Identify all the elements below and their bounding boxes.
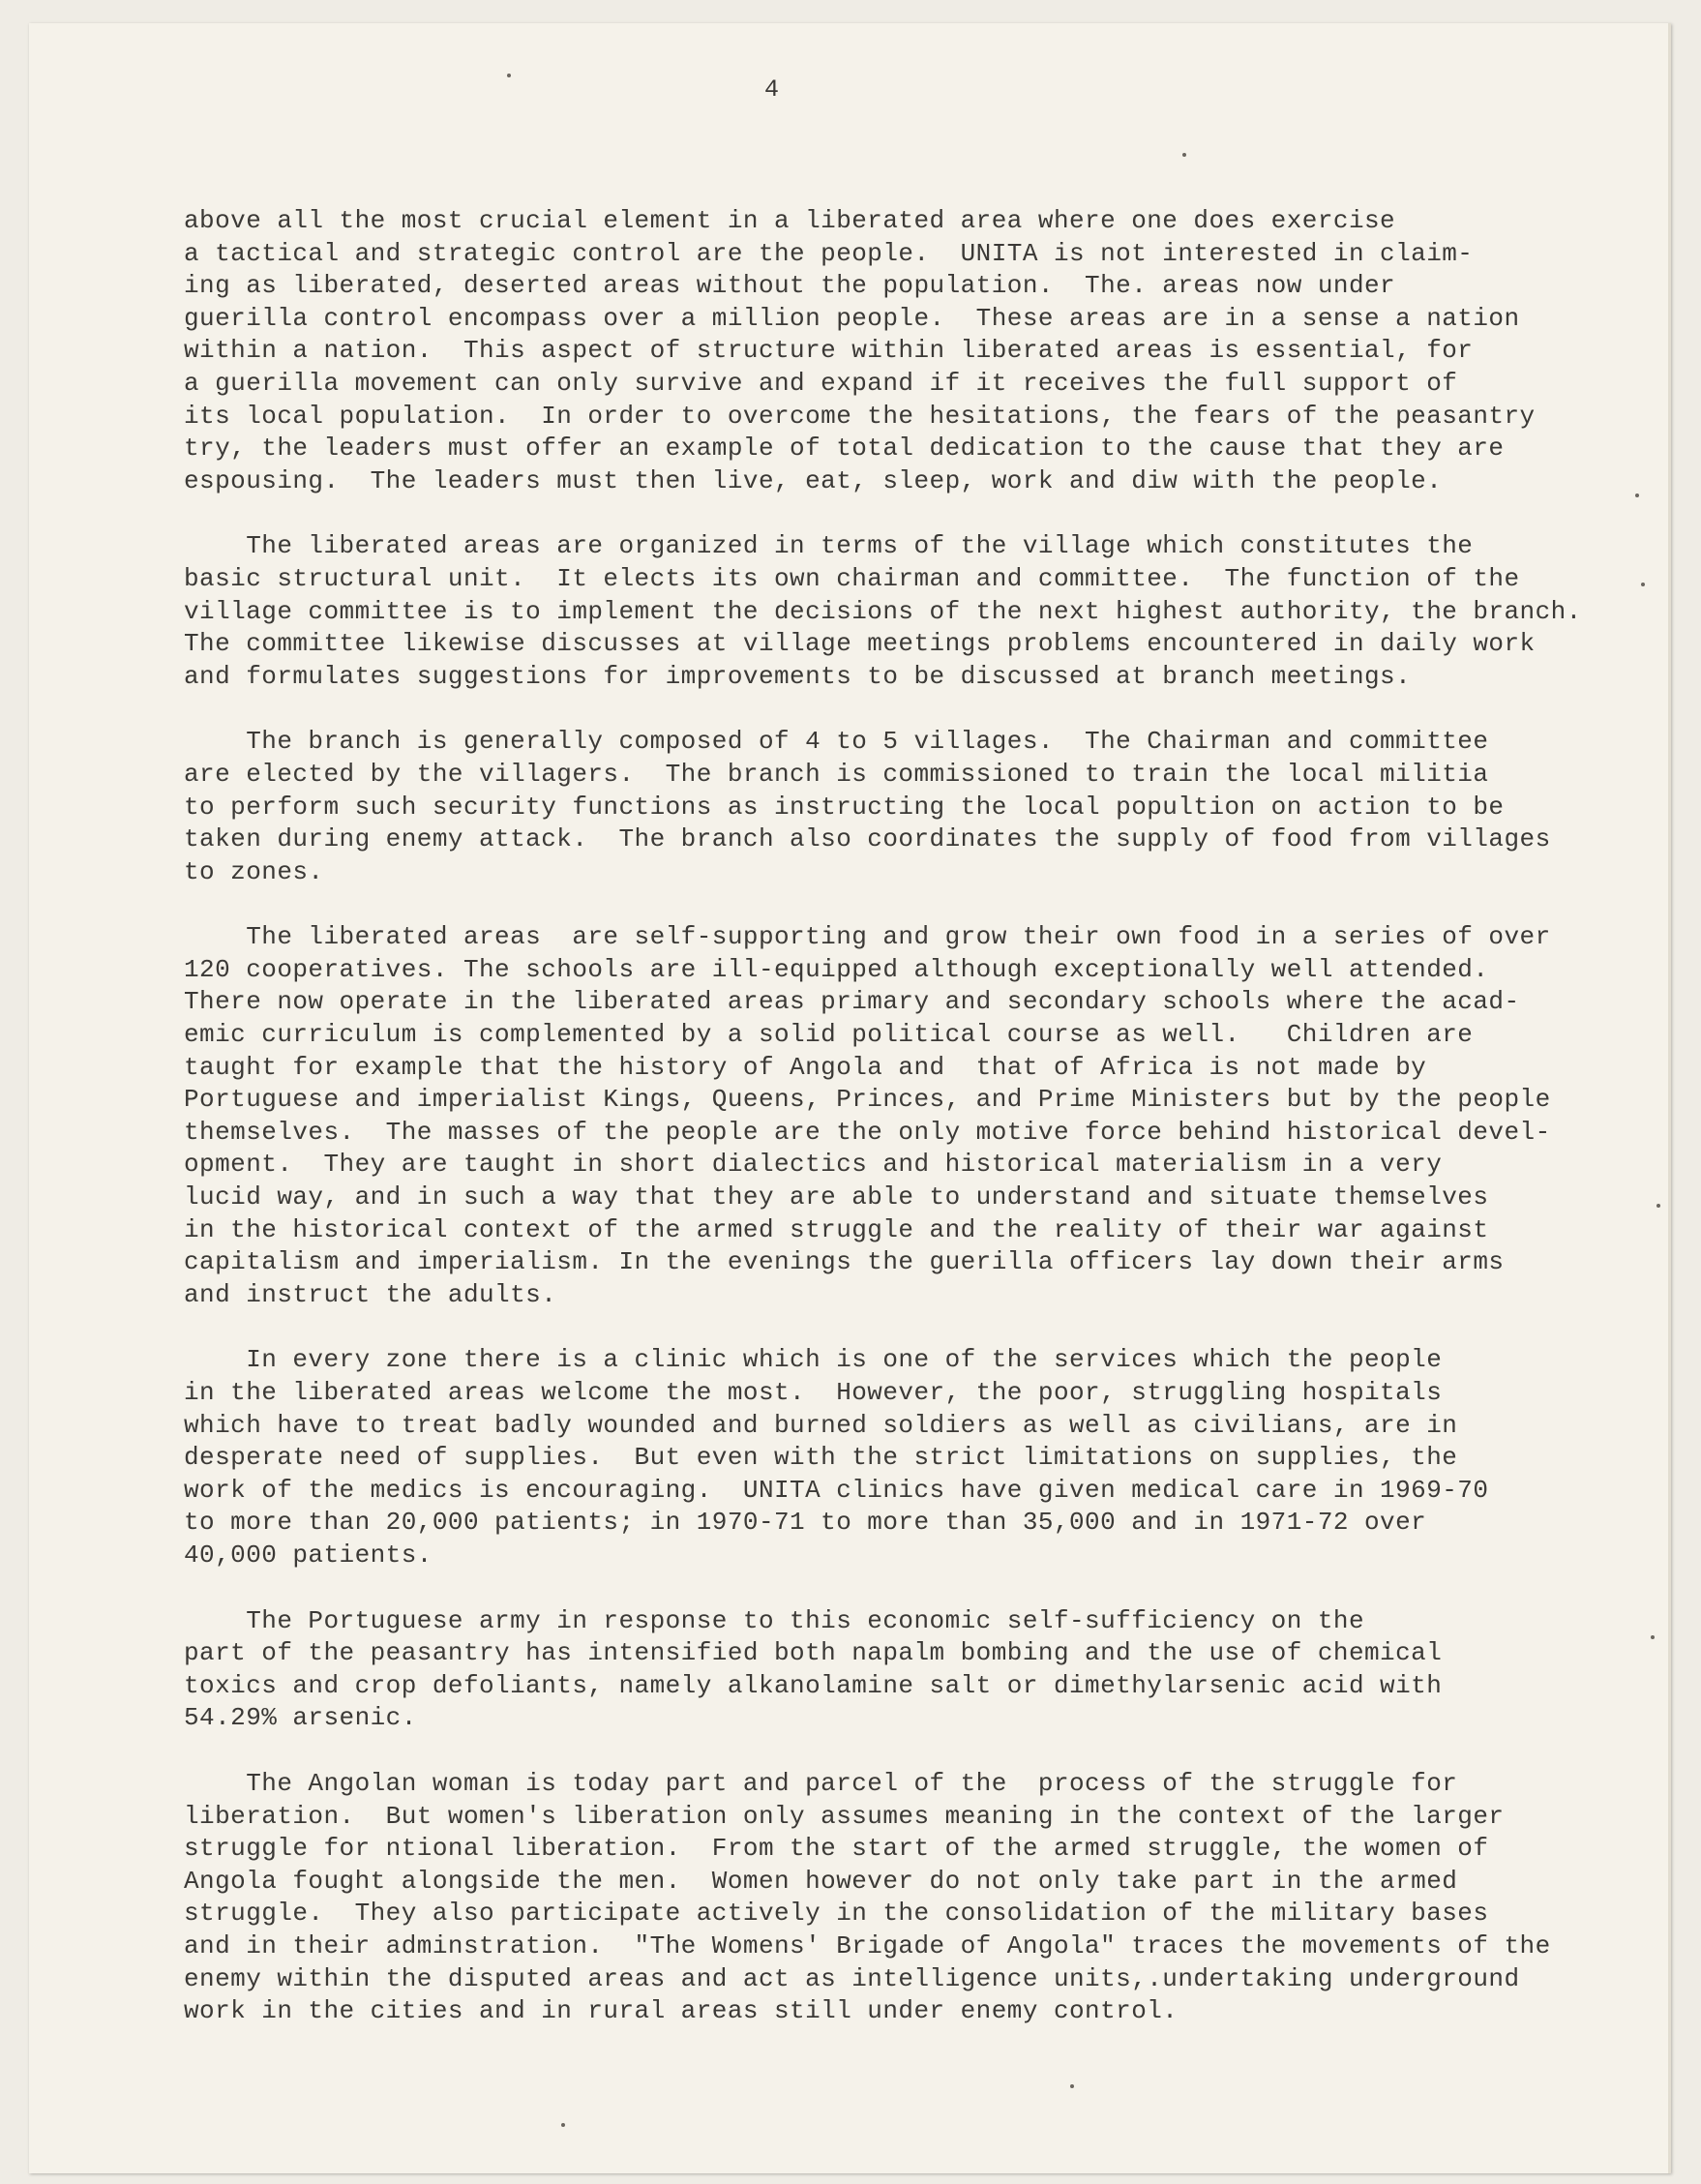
text-line: Portuguese and imperialist Kings, Queens, Princes, and Prime Ministers but by the people — [184, 1085, 1551, 1115]
text-line: work of the medics is encouraging. UNITA clinics have given medical care in 1969-70 — [184, 1475, 1489, 1505]
paper-speck — [507, 74, 511, 77]
paper-speck — [1635, 494, 1639, 497]
body-text — [184, 205, 1655, 2061]
text-line: The branch is generally composed of 4 to 5 villages. The Chairman and committee — [184, 727, 1489, 757]
paper-speck — [1641, 583, 1645, 586]
paragraph-2 — [184, 530, 1655, 693]
text-line: The liberated areas are self-supporting and grow their own food in a series of over — [184, 922, 1551, 952]
text-line: 40,000 patients. — [184, 1540, 433, 1570]
paragraph-4 — [184, 921, 1655, 1311]
text-line: opment. They are taught in short dialectics and historical materialism in a very — [184, 1150, 1443, 1180]
text-line: and instruct the adults. — [184, 1279, 557, 1309]
text-line: enemy within the disputed areas and act as intelligence units,.undertaking underground — [184, 1963, 1520, 1993]
text-line: themselves. The masses of the people are the only motive force behind historical devel- — [184, 1117, 1551, 1147]
paragraph-3 — [184, 726, 1655, 888]
paragraph-7 — [184, 1768, 1655, 2028]
page-number: 4 — [764, 75, 780, 104]
text-line: There now operate in the liberated areas primary and secondary schools where the acad- — [184, 987, 1520, 1017]
text-line: taught for example that the history of Angola and that of Africa is not made by — [184, 1052, 1427, 1082]
text-line: a tactical and strategic control are the people. UNITA is not interested in claim- — [184, 238, 1474, 268]
text-line: to zones. — [184, 856, 324, 886]
paper-speck — [1070, 2084, 1074, 2088]
text-line: In every zone there is a clinic which is one of the services which the people — [184, 1345, 1443, 1375]
paragraph-6 — [184, 1605, 1655, 1735]
paragraph-1 — [184, 205, 1655, 497]
text-line: and formulates suggestions for improvements to be discussed at branch meetings. — [184, 661, 1412, 691]
text-line: The Angolan woman is today part and parcel of the process of the struggle for — [184, 1768, 1458, 1798]
text-line: work in the cities and in rural areas still under enemy control. — [184, 1996, 1179, 2026]
text-line: try, the leaders must offer an example of total dedication to the cause that they are — [184, 434, 1505, 464]
text-line: to perform such security functions as instructing the local popultion on action to be — [184, 792, 1505, 822]
text-line: which have to treat badly wounded and burned soldiers as well as civilians, are in — [184, 1410, 1458, 1440]
text-line: The Portuguese army in response to this economic self-sufficiency on the — [184, 1605, 1364, 1635]
text-line: guerilla control encompass over a million people. These areas are in a sense a nation — [184, 303, 1520, 333]
text-line: village committee is to implement the decisions of the next highest authority, the branch. — [184, 596, 1582, 626]
paper-speck — [1182, 153, 1186, 157]
paper-speck — [1651, 1635, 1655, 1639]
text-line: above all the most crucial element in a liberated area where one does exercise — [184, 206, 1396, 235]
text-line: desperate need of supplies. But even with the strict limitations on supplies, the — [184, 1443, 1458, 1473]
text-line: toxics and crop defoliants, namely alkanolamine salt or dimethylarsenic acid with — [184, 1670, 1443, 1700]
text-line: struggle for ntional liberation. From the start of the armed struggle, the women of — [184, 1834, 1489, 1864]
text-line: The liberated areas are organized in terms of the village which constitutes the — [184, 531, 1474, 561]
text-line: part of the peasantry has intensified both napalm bombing and the use of chemical — [184, 1638, 1443, 1668]
text-line: taken during enemy attack. The branch also coordinates the supply of food from villages — [184, 824, 1551, 854]
text-line: liberation. But women's liberation only assumes meaning in the context of the larger — [184, 1801, 1505, 1831]
text-line: its local population. In order to overcome the hesitations, the fears of the peasantry — [184, 401, 1536, 431]
text-line: lucid way, and in such a way that they are able to understand and situate themselves — [184, 1182, 1489, 1212]
text-line: Angola fought alongside the men. Women however do not only take part in the armed — [184, 1866, 1458, 1896]
text-line: a guerilla movement can only survive and expand if it receives the full support of — [184, 368, 1458, 398]
text-line: 120 cooperatives. The schools are ill-equipped although exceptionally well attended. — [184, 954, 1489, 984]
paragraph-5 — [184, 1344, 1655, 1571]
text-line: emic curriculum is complemented by a solid political course as well. Children are — [184, 1020, 1474, 1050]
paper-speck — [1656, 1204, 1660, 1208]
text-line: 54.29% arsenic. — [184, 1703, 417, 1733]
text-line: in the liberated areas welcome the most. However, the poor, struggling hospitals — [184, 1378, 1443, 1407]
text-line: are elected by the villagers. The branch is commissioned to train the local militia — [184, 759, 1489, 789]
text-line: basic structural unit. It elects its own chairman and committee. The function of the — [184, 563, 1520, 593]
text-line: to more than 20,000 patients; in 1970-71 to more than 35,000 and in 1971-72 over — [184, 1508, 1427, 1538]
text-line: ing as liberated, deserted areas without the population. The. areas now under — [184, 271, 1396, 301]
paper-speck — [561, 2123, 565, 2127]
text-line: The committee likewise discusses at village meetings problems encountered in daily work — [184, 629, 1536, 659]
text-line: capitalism and imperialism. In the evenings the guerilla officers lay down their arms — [184, 1247, 1505, 1277]
text-line: within a nation. This aspect of structure within liberated areas is essential, for — [184, 336, 1474, 366]
text-line: espousing. The leaders must then live, eat, sleep, work and diw with the people. — [184, 465, 1443, 495]
text-line: and in their adminstration. "The Womens' Brigade of Angola" traces the movements of the — [184, 1930, 1551, 1960]
text-line: struggle. They also participate actively in the consolidation of the military bases — [184, 1899, 1489, 1929]
text-line: in the historical context of the armed struggle and the reality of their war against — [184, 1214, 1489, 1244]
